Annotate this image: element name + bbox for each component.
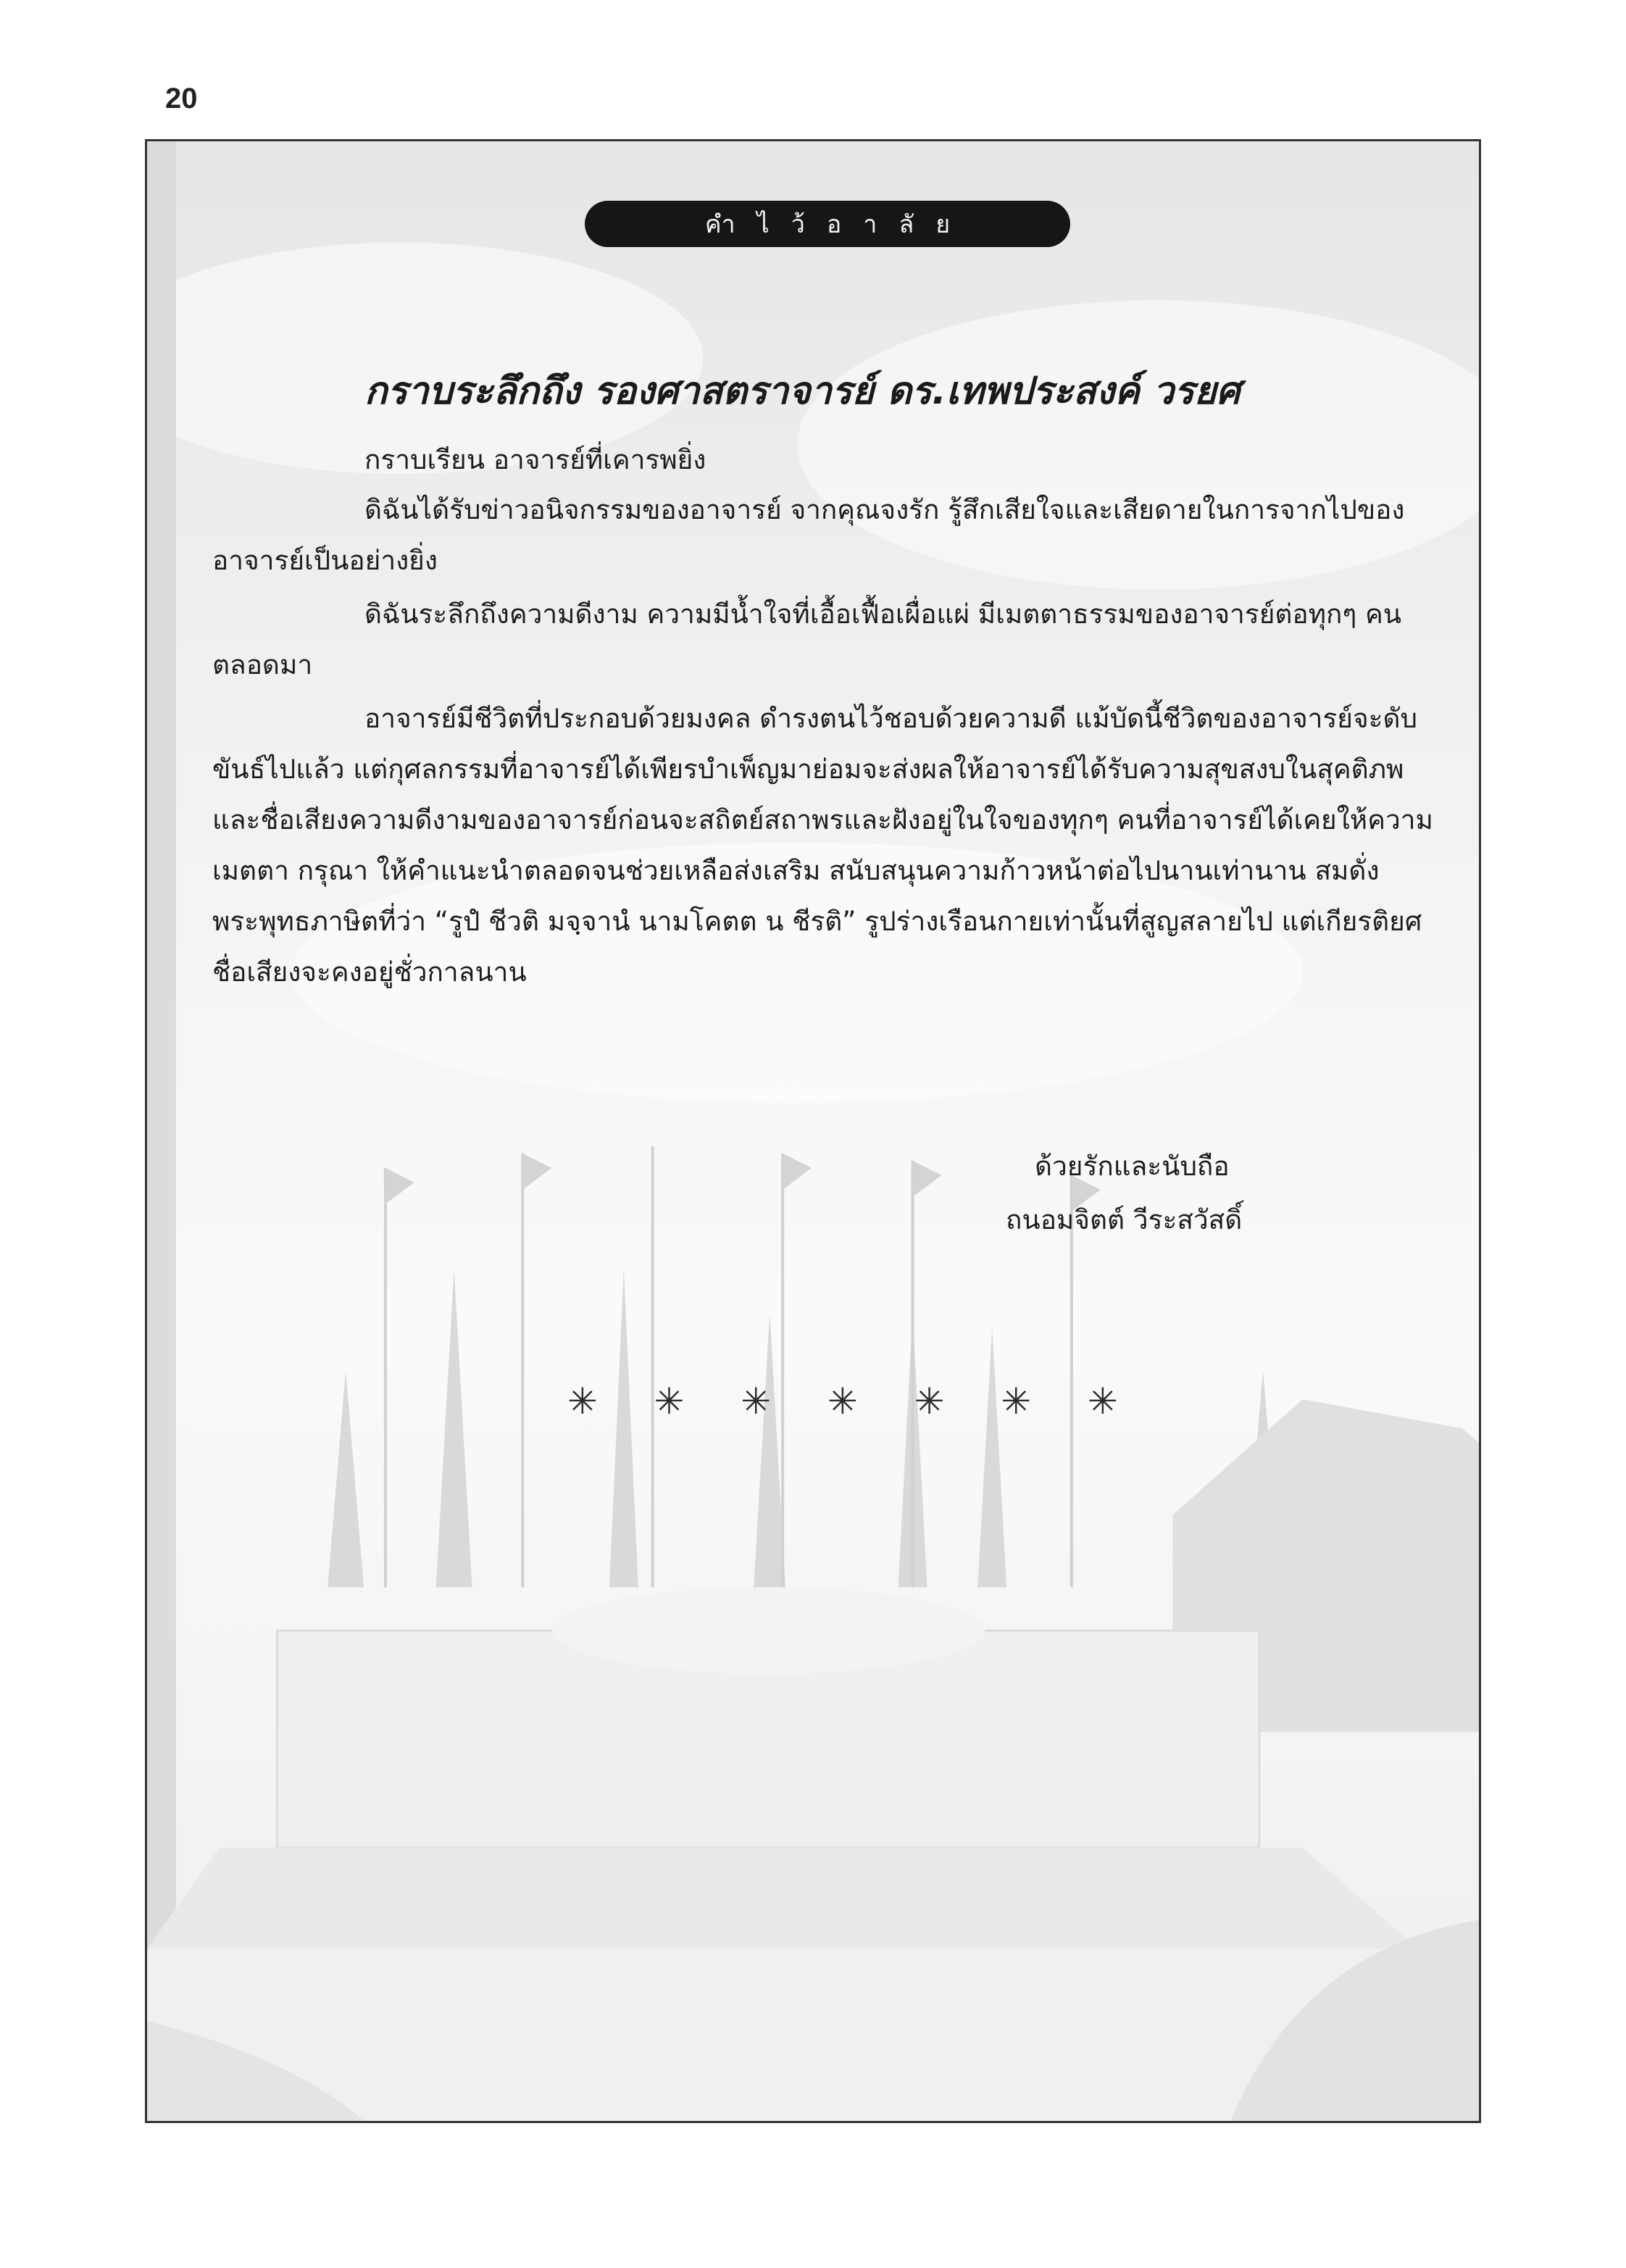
- asterisk-icon: ✳: [1088, 1380, 1118, 1422]
- asterisk-icon: ✳: [827, 1380, 858, 1422]
- asterisk-icon: ✳: [914, 1380, 945, 1422]
- salutation: กราบเรียน อาจารย์ที่เคารพยิ่ง: [364, 444, 706, 475]
- asterisk-icon: ✳: [1001, 1380, 1032, 1422]
- background-photo: [147, 141, 1479, 2121]
- banner: คำไว้อาลัย: [585, 201, 1070, 247]
- title: กราบระลึกถึง รองศาสตราจารย์ ดร.เทพประสงค์ วรยศ: [364, 370, 1241, 413]
- paragraph-2: ดิฉันระลึกถึงความดีงาม ความมีน้ำใจที่เอื้อเฟื้อเผื่อแผ่ มีเมตตาธรรมของอาจารย์ต่อทุกๆ คนตลอดมา: [212, 599, 1402, 680]
- asterisk-icon: ✳: [567, 1380, 598, 1422]
- signer-name: ถนอมจิตต์ วีระสวัสดิ์: [1006, 1204, 1243, 1235]
- closing-phrase: ด้วยรักและนับถือ: [1035, 1151, 1230, 1182]
- ornament-divider: [567, 1380, 1118, 1422]
- tribute-frame: [145, 139, 1481, 2123]
- asterisk-icon: ✳: [654, 1380, 685, 1422]
- asterisk-icon: ✳: [741, 1380, 772, 1422]
- paragraph-3: อาจารย์มีชีวิตที่ประกอบด้วยมงคล ดำรงตนไว้ชอบด้วยความดี แม้บัดนี้ชีวิตของอาจารย์จะดับขันธ์ไปแล้ว แต่กุศลกรรมที่อาจารย์ได้เพียรบำเพ็ญมาย่อมจะส่งผลให้อาจารย์ได้รับความสุขสงบในสุคติภพ และชื่อเสียงความดีงามของอาจารย์ก่อนจะสถิตย์สถาพรและฝังอยู่ในใจของทุกๆ คนที่อาจารย์ได้เคยให้ความเมตตา กรุณา ให้คำแนะนำตลอดจนช่วยเหลือส่งเสริม สนับสนุนความก้าวหน้าต่อไปนานเท่านาน สมดั่งพระพุทธภาษิตที่ว่า “รูปํ ชีวติ มจฺจานํ นามโคตต น ชีรติ” รูปร่างเรือนกายเท่านั้นที่สูญสลายไป แต่เกียรติยศชื่อเสียงจะคงอยู่ชั่วกาลนาน: [212, 703, 1433, 988]
- page-number: 20: [165, 83, 198, 114]
- paragraph-1: ดิฉันได้รับข่าวอนิจกรรมของอาจารย์ จากคุณจงรัก รู้สึกเสียใจและเสียดายในการจากไปของอาจารย์เป็นอย่างยิ่ง: [212, 494, 1405, 576]
- signature-block: [1006, 1140, 1243, 1247]
